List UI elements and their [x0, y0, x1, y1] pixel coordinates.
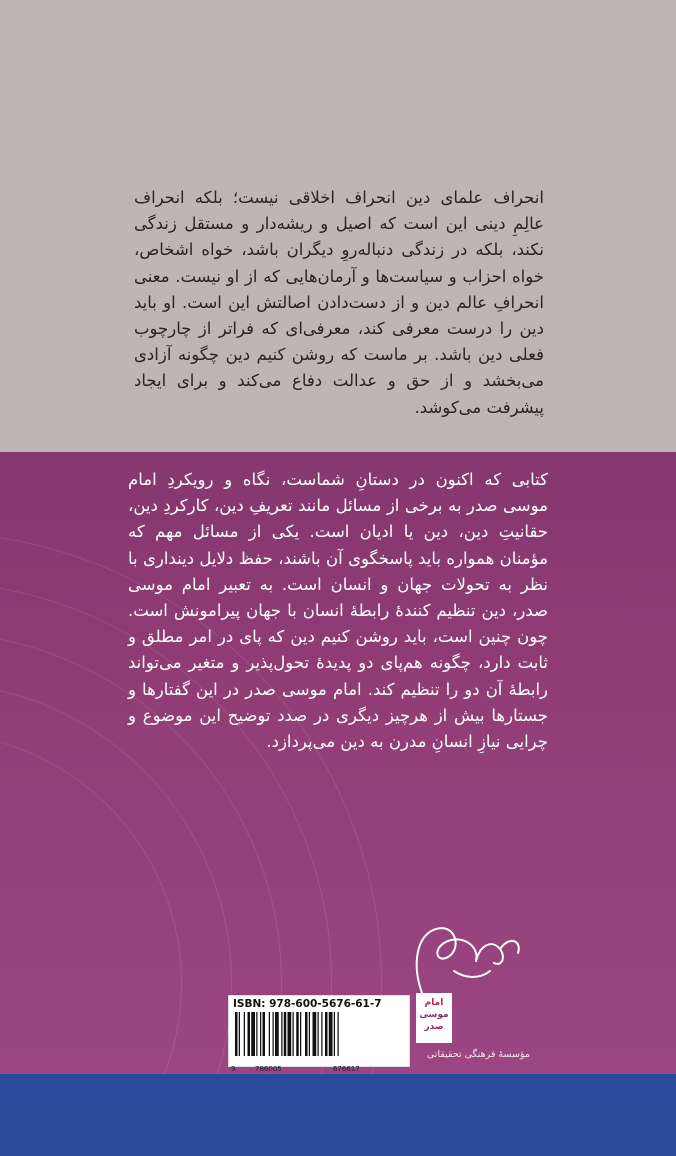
- description-paragraph: کتابی که اکنون در دستانِ شماست، نگاه و رویکردِ امام موسی صدر به برخی از مسائل مانند تعریفِ دین، کارکردِ دین، حقانیتِ دین، دین یا ادیان است. یکی از مسائل مهم که مؤمنان همواره باید پاسخگوی آن باشند، حفظ دلایل دینداری با نظر به تحولات جهان و انسان است. به تعبیر امام موسی صدر، دین تنظیم کنندهٔ رابطهٔ انسان با جهان پیرامونش است. چون چنین است، باید روشن کنیم دین که پای در امر مطلق و ثابت دارد، چگونه هم‌پای دو پدیدهٔ تحول‌پذیر و متغیر می‌تواند رابطهٔ آن دو را تنظیم کند. امام موسی صدر در این گفتارها و جستارها بیش از هرچیز دیگری در صدد توضیح این موضوع و چرایی نیازِ انسانِ مدرن به دین می‌پردازد.: [128, 470, 548, 752]
- signature-logo-icon: [410, 905, 530, 995]
- book-description: [128, 467, 548, 755]
- isbn-label: ISBN: 978-600-5676-61-7: [233, 998, 382, 1010]
- top-paragraph: انحراف علمای دین انحراف اخلاقی نیست؛ بلکه انحراف عالِمِ دینی این است که اصیل و ریشه‌دار و مستقل زندگی نکند، بلکه در زندگی دنباله‌روِ دیگران باشد، خواه اشخاص، خواه احزاب و سیاست‌ها و آرمان‌هایی که از او نیست. معنی انحرافِ عالم دین و از دست‌دادن اصالتش این است. او باید دین را درست معرفی کند، معرفی‌ای که فراتر از چارچوب فعلی دین باشد. بر ماست که روشن کنیم دین چگونه آزادی می‌بخشد و از حق و عدالت دفاع می‌کند و برای ایجاد پیشرفت می‌کوشد.: [134, 188, 544, 417]
- logo-line-2: موسی: [419, 1010, 449, 1020]
- barcode-digit-group-1: 786005: [255, 1065, 282, 1073]
- publisher-logo: [410, 905, 530, 1065]
- logo-line-3: صدر: [424, 1022, 444, 1032]
- top-excerpt: [134, 185, 544, 421]
- barcode-digit-lead: 9: [231, 1065, 236, 1073]
- barcode-digit-group-2: 676617: [333, 1065, 360, 1073]
- barcode-box: [228, 995, 410, 1073]
- logo-square: [416, 993, 452, 1043]
- logo-line-1: امام: [424, 998, 444, 1008]
- bottom-band: [0, 1074, 676, 1156]
- publisher-caption: مؤسسهٔ فرهنگی تحقیقاتی: [426, 1049, 530, 1060]
- barcode-icon: [235, 1012, 403, 1056]
